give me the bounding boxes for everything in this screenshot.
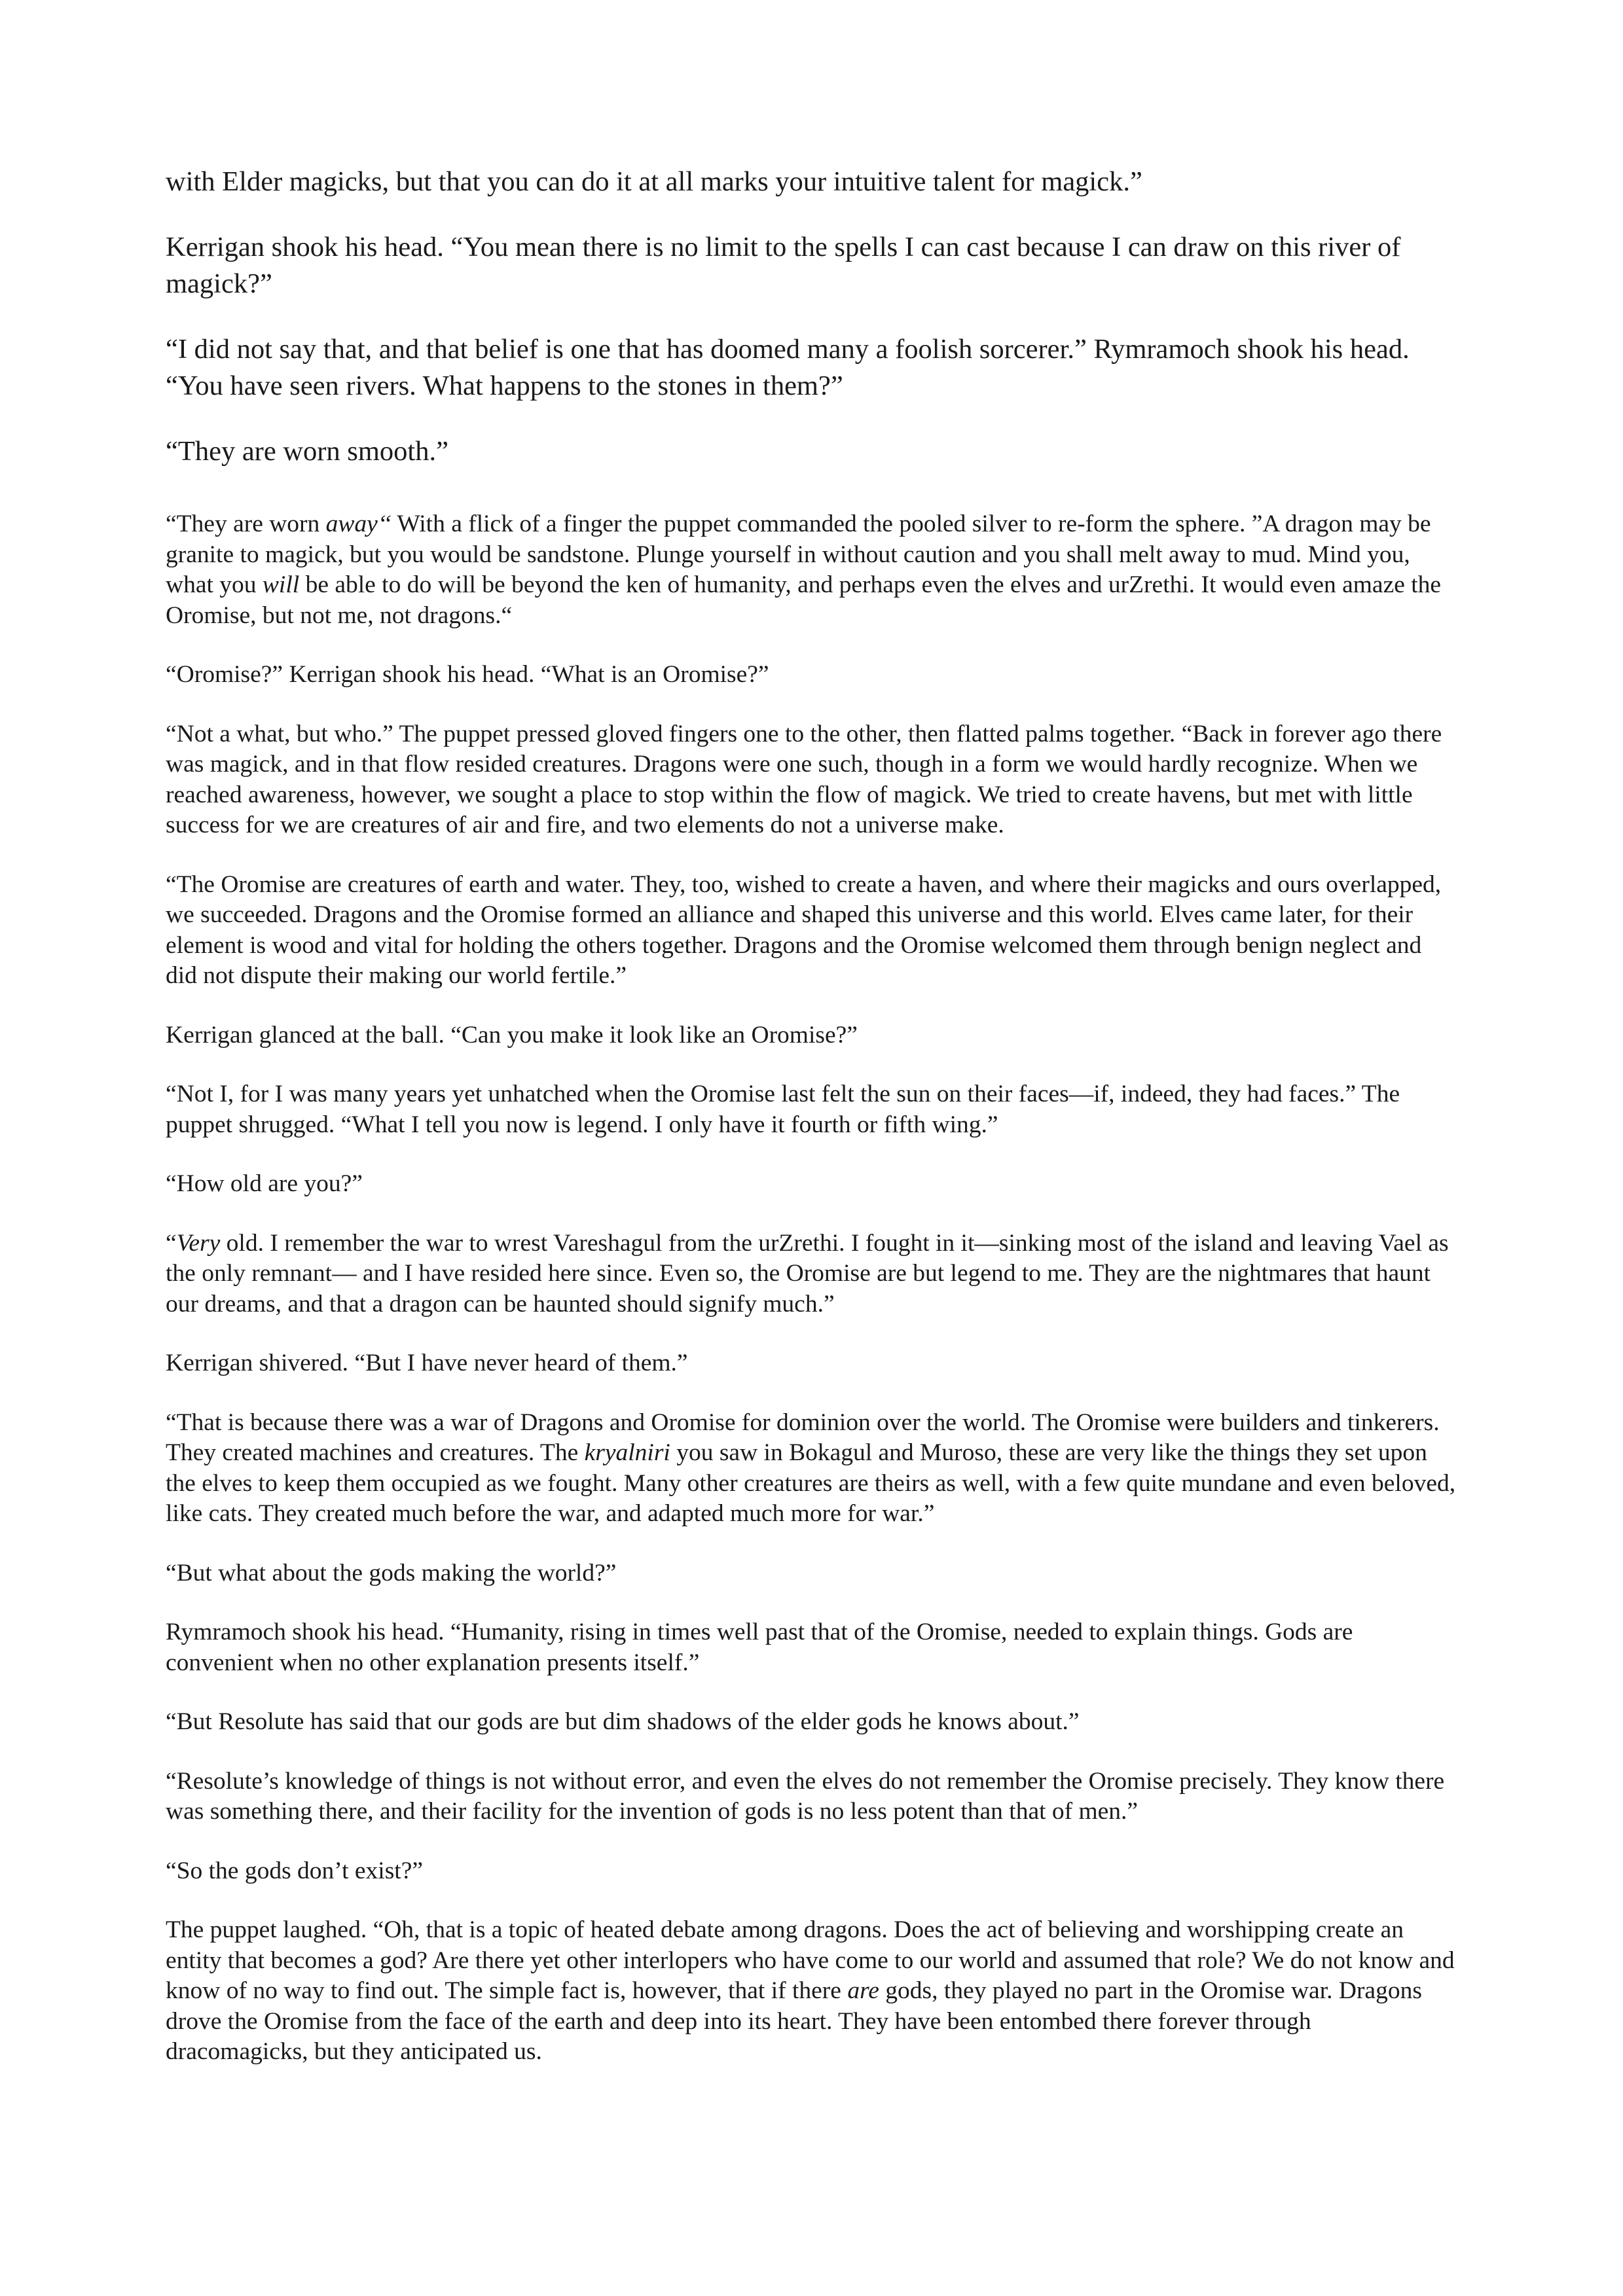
document-page <box>166 164 1459 2096</box>
italic-text: kryalniri <box>584 1439 670 1466</box>
text-segment: “Resolute’s knowledge of things is not without error, and even the elves do not remember the Oromise precisely. They know there was something there, and their facility for the invention of gods is no less potent than that of men.” <box>166 1767 1445 1825</box>
text-segment: Kerrigan glanced at the ball. “Can you make it look like an Oromise?” <box>166 1021 858 1049</box>
paragraph <box>166 1767 1459 1827</box>
text-segment: “The Oromise are creatures of earth and water. They, too, wished to create a haven, and where their magicks and ours overlapped, we succeeded. Dragons and the Oromise formed an alliance and shaped this universe and this world. Elves came later, for their element is wood and vital for holding the others together. Dragons and the Oromise welcomed them through benign neglect and did not dispute their making our world fertile.” <box>166 870 1442 989</box>
text-segment: “Not I, for I was many years yet unhatched when the Oromise last felt the sun on their faces—if, indeed, they had faces.” The puppet shrugged. “What I tell you now is legend. I only have it fourth or fifth wing.” <box>166 1081 1400 1138</box>
text-segment: “How old are you?” <box>166 1170 363 1197</box>
text-segment: “But Resolute has said that our gods are but dim shadows of the elder gods he knows about.” <box>166 1708 1080 1735</box>
paragraph <box>166 1020 1459 1051</box>
text-segment: you saw in Bokagul and Muroso, these are very like the things they set upon the elves to keep them occupied as we fought. Many other creatures are theirs as well, with a few quite mundane and even beloved, like cats. They created much before the war, and adapted much more for war.” <box>166 1439 1456 1527</box>
text-segment: old. I remember the war to wrest Vareshagul from the urZrethi. I fought in it—sinking most of the island and leaving Vael as the only remnant— and I have resided here since. Even so, the Oromise are but legend to me. They are the nightmares that haunt our dreams, and that a dragon can be haunted should signify much.” <box>166 1229 1449 1318</box>
text-segment: Rymramoch shook his head. “Humanity, rising in times well past that of the Oromise, needed to explain things. Gods are convenient when no other explanation presents itself.” <box>166 1619 1353 1676</box>
paragraph <box>166 164 1459 200</box>
text-segment: “I did not say that, and that belief is one that has doomed many a foolish sorcerer.” Rymramoch shook his head. “You have seen rivers. What happens to the stones in them?” <box>166 334 1410 401</box>
text-segment: with Elder magicks, but that you can do it at all marks your intuitive talent for magick.” <box>166 166 1142 197</box>
paragraph <box>166 1707 1459 1738</box>
text-segment: “ <box>166 1229 177 1257</box>
italic-text: will <box>262 571 300 598</box>
text-segment: “Oromise?” Kerrigan shook his head. “What is an Oromise?” <box>166 661 769 688</box>
paragraph <box>166 1915 1459 2068</box>
text-segment: be able to do will be beyond the ken of humanity, and perhaps even the elves and urZrethi. It would even amaze the Oromise, but not me, not dragons.“ <box>166 571 1442 629</box>
italic-text: away‘‘ <box>325 511 392 537</box>
paragraph <box>166 433 1459 470</box>
paragraph <box>166 509 1459 631</box>
paragraph <box>166 1856 1459 1887</box>
paragraph <box>166 870 1459 992</box>
text-segment: The puppet laughed. “Oh, that is a topic of heated debate among dragons. Does the act of believing and worshipping create an entity that becomes a god? Are there yet other interlopers who have come to our world and assumed that role? We do not know and know of no way to find out. The simple fact is, however, that if there <box>166 1916 1455 2004</box>
text-segment: “They are worn smooth.” <box>166 436 448 467</box>
paragraph <box>166 331 1459 404</box>
text-segment: “So the gods don’t exist?” <box>166 1857 423 1884</box>
paragraph <box>166 1229 1459 1320</box>
paragraph <box>166 1617 1459 1678</box>
text-segment: “Not a what, but who.” The puppet pressed gloved fingers one to the other, then flatted palms together. “Back in forever ago there was magick, and in that flow resided creatures. Dragons were one such, though in a form we would hardly recognize. When we reached awareness, however, we sought a place to stop within the flow of magick. We tried to create havens, but met with little success for we are creatures of air and fire, and two elements do not a universe make. <box>166 720 1442 838</box>
text-segment: “They are worn <box>166 511 326 537</box>
paragraph <box>166 660 1459 691</box>
text-segment: Kerrigan shivered. “But I have never heard of them.” <box>166 1350 688 1376</box>
paragraph <box>166 1558 1459 1589</box>
text-segment: gods, they played no part in the Oromise war. Dragons drove the Oromise from the face of the earth and deep into its heart. They have been entombed there forever through dracomagicks, but they anticipated us. <box>166 1977 1422 2065</box>
paragraph <box>166 1348 1459 1379</box>
paragraph <box>166 229 1459 302</box>
text-segment: With a flick of a finger the puppet commanded the pooled silver to re-form the sphere. ”A dragon may be granite to magick, but you would be sandstone. Plunge yourself in without caution and you shall melt away to mud. Mind you, what you <box>166 511 1431 598</box>
text-segment: “That is because there was a war of Dragons and Oromise for dominion over the world. The Oromise were builders and tinkerers. They created machines and creatures. The <box>166 1408 1440 1466</box>
text-segment: “But what about the gods making the world?” <box>166 1559 617 1587</box>
text-segment: Kerrigan shook his head. “You mean there is no limit to the spells I can cast because I can draw on this river of magick?” <box>166 232 1401 299</box>
paragraph <box>166 1408 1459 1530</box>
italic-text: are <box>847 1977 879 2004</box>
italic-text: Very <box>176 1229 221 1257</box>
paragraph <box>166 719 1459 841</box>
paragraph <box>166 1169 1459 1200</box>
paragraph <box>166 1079 1459 1140</box>
